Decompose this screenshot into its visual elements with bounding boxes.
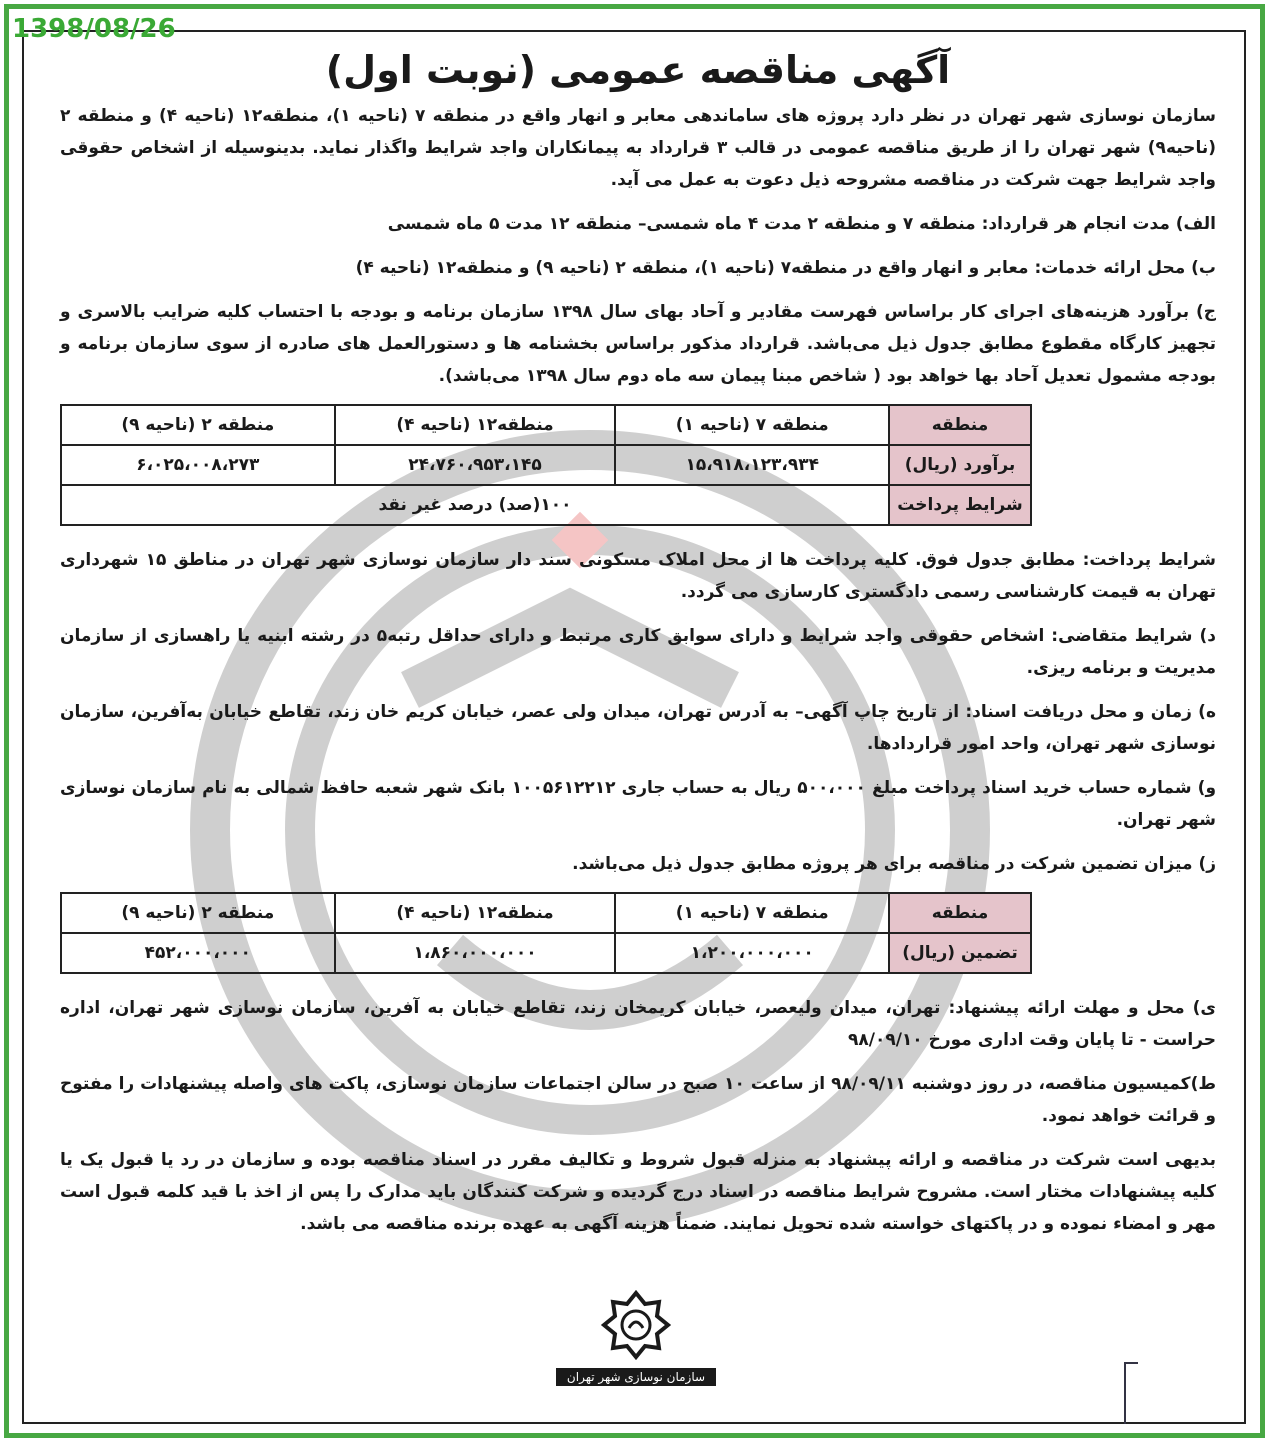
guarantee-value: ۴۵۲،۰۰۰،۰۰۰: [61, 933, 335, 973]
item-vav: و) شماره حساب خرید اسناد پرداخت مبلغ ۵۰۰،۰۰۰ ریال به حساب جاری ۱۰۰۵۶۱۲۲۱۲ بانک شهر شعبه حافظ شمالی به نام سازمان نوسازی شهر تهران.: [60, 778, 1217, 830]
column-header: منطقه ۲ (ناحیه ۹): [61, 405, 335, 445]
item-be: ب) محل ارائه خدمات: معابر و انهار واقع در منطقه۷ (ناحیه ۱)، منطقه ۲ (ناحیه ۹) و منطقه۱۲ (ناحیه ۴): [355, 258, 1216, 278]
estimate-value: ۱۵،۹۱۸،۱۲۳،۹۳۴: [615, 445, 889, 485]
date-stamp: 1398/08/26: [12, 14, 176, 44]
item-ze: ز) میزان تضمین شرکت در مناقصه برای هر پروژه مطابق جدول ذیل می‌باشد.: [572, 854, 1216, 874]
table-row: [61, 933, 1031, 973]
logo-caption: سازمان نوسازی شهر تهران: [556, 1368, 716, 1386]
item-ta: ط)کمیسیون مناقصه، در روز دوشنبه ۹۸/۰۹/۱۱ از ساعت ۱۰ صبح در سالن اجتماعات سازمان نوسازی، پاکت های واصله پیشنهادات را مفتوح و قرائت خواهد نمود.: [60, 1074, 1216, 1126]
item-jim: ج) برآورد هزینه‌های اجرای کار براساس فهرست مقادیر و آحاد بهای سال ۱۳۹۸ سازمان برنامه و بودجه با احتساب کلیه ضرایب بالاسری و تجهیز کارگاه مقطوع مطابق جدول ذیل می‌باشد. قرارداد مذکور براساس بخشنامه ها و دستورالعمل های صادره از سوی سازمان برنامه و بودجه مشمول تعدیل آحاد بها خواهد بود ( شاخص مبنا پیمان سه ماه دوم سال ۱۳۹۸ می‌باشد).: [60, 302, 1216, 386]
item-ye: ی) محل و مهلت ارائه پیشنهاد: تهران، میدان ولیعصر، خیابان کریمخان زند، تقاطع خیابان به آفرین، سازمان نوسازی شهر تهران، اداره حراست - تا پایان وقت اداری مورخ ۹۸/۰۹/۱۰: [60, 998, 1216, 1050]
item-he: ه) زمان و محل دریافت اسناد: از تاریخ چاپ آگهی– به آدرس تهران، میدان ولی عصر، خیابان کریم خان زند، تقاطع خیابان به‌آفرین، سازمان نوسازی شهر تهران، واحد امور قراردادها.: [60, 702, 1216, 754]
estimate-label: برآورد (ریال): [889, 445, 1031, 485]
organization-logo: [556, 1290, 716, 1386]
closing-paragraph: بدیهی است شرکت در مناقصه و ارائه پیشنهاد به منزله قبول شروط و تکالیف مقرر در اسناد مناقصه بوده و سازمان در رد یا قبول یک یا کلیه پیشنهادات مختار است. مشروح شرایط مناقصه در اسناد درج گردیده و شرکت کنندگان باید مدارک را پس از اخذ با قید کلمه قبول است مهر و امضاء نموده و در پاکتهای خواسته شده تحویل نمایند. ضمناً هزینه آگهی به عهده برنده مناقصه می باشد.: [60, 1150, 1216, 1234]
document-body: [60, 48, 1216, 1252]
payment-terms: شرایط پرداخت: مطابق جدول فوق. کلیه پرداخت ها از محل املاک مسکونی سند دار سازمان نوسازی شهر تهران در مناطق ۱۵ شهرداری تهران به قیمت کارشناسی رسمی دادگستری کارسازی می گردد.: [60, 550, 1216, 602]
payment-value: ۱۰۰(صد) درصد غیر نقد: [61, 485, 889, 525]
column-header: منطقه ۲ (ناحیه ۹): [61, 893, 335, 933]
column-header: منطقه ۷ (ناحیه ۱): [615, 893, 889, 933]
payment-label: شرایط پرداخت: [889, 485, 1031, 525]
table-row: [61, 485, 1031, 525]
item-alef: الف) مدت انجام هر قرارداد: منطقه ۷ و منطقه ۲ مدت ۴ ماه شمسی– منطقه ۱۲ مدت ۵ ماه شمسی: [387, 214, 1216, 234]
column-header: منطقه۱۲ (ناحیه ۴): [335, 893, 616, 933]
header-label: منطقه: [889, 893, 1031, 933]
guarantee-table: [60, 892, 1032, 974]
tehran-renovation-logo-icon: [601, 1290, 671, 1360]
column-header: منطقه ۷ (ناحیه ۱): [615, 405, 889, 445]
intro-paragraph: سازمان نوسازی شهر تهران در نظر دارد پروژه های ساماندهی معابر و انهار واقع در منطقه ۷ (ناحیه ۱)، منطقه۱۲ (ناحیه ۴) و منطقه ۲ (ناحیه۹) شهر تهران را از طریق مناقصه عمومی در قالب ۳ قرارداد به پیمانکاران واجد شرایط واگذار نماید. بدینوسیله از اشخاص حقوقی واجد شرایط جهت شرکت در مناقصه مشروحه ذیل دعوت به عمل می آید.: [60, 106, 1217, 190]
page-title: آگهی مناقصه عمومی (نوبت اول): [325, 48, 951, 92]
guarantee-label: تضمین (ریال): [889, 933, 1031, 973]
estimate-value: ۶،۰۲۵،۰۰۸،۲۷۳: [61, 445, 335, 485]
estimate-value: ۲۴،۷۶۰،۹۵۳،۱۴۵: [335, 445, 616, 485]
guarantee-value: ۱،۸۶۰،۰۰۰،۰۰۰: [335, 933, 616, 973]
pen-mark: [1124, 1362, 1138, 1424]
table-row: [61, 405, 1031, 445]
header-label: منطقه: [889, 405, 1031, 445]
column-header: منطقه۱۲ (ناحیه ۴): [335, 405, 616, 445]
item-dal: د) شرایط متقاضی: اشخاص حقوقی واجد شرایط و دارای سوابق کاری مرتبط و دارای حداقل رتبه۵ در رشته ابنیه یا راهسازی از سازمان مدیریت و برنامه ریزی.: [60, 626, 1216, 678]
table-row: [61, 893, 1031, 933]
estimate-table: [60, 404, 1032, 526]
table-row: [61, 445, 1031, 485]
guarantee-value: ۱،۲۰۰،۰۰۰،۰۰۰: [615, 933, 889, 973]
